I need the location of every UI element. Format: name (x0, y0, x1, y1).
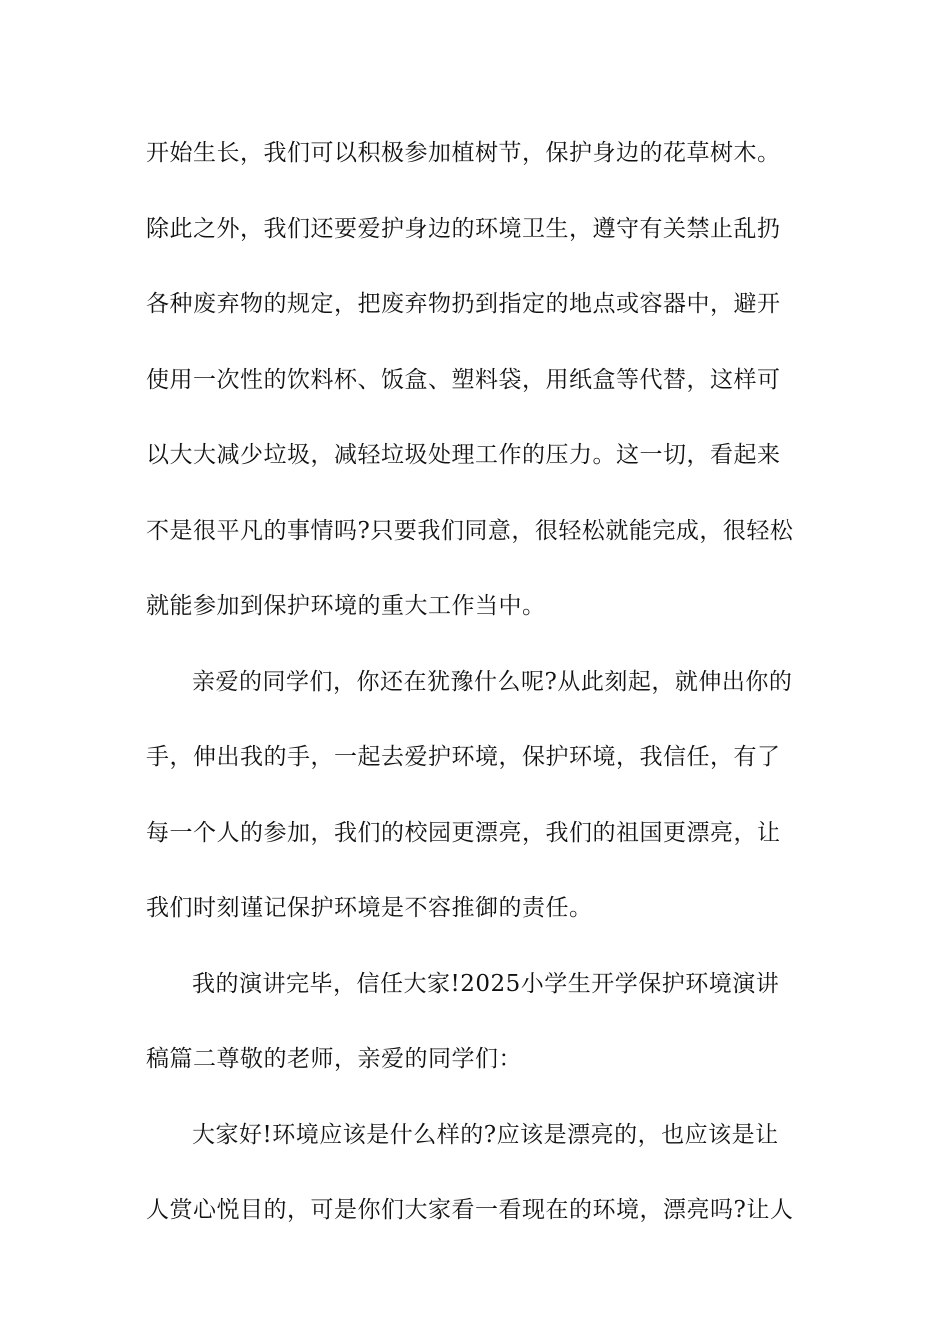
text-line: 开始生长，我们可以积极参加植树节，保护身边的花草树木。 (146, 140, 781, 166)
text-line: 不是很平凡的事情吗?只要我们同意，很轻松就能完成，很轻松 (146, 517, 794, 544)
text-line: 手，伸出我的手，一起去爱护环境，保护环境，我信任，有了 (146, 744, 781, 770)
text-line: 各种废弃物的规定，把废弃物扔到指定的地点或容器中，避开 (146, 291, 781, 317)
body-text (146, 130, 806, 1263)
text-line: 稿篇二尊敬的老师，亲爱的同学们： (146, 1046, 522, 1072)
paragraph-start-line: 我的演讲完毕，信任大家!2025小学生开学保护环境演讲 (192, 970, 780, 997)
text-line: 每一个人的参加，我们的校园更漂亮，我们的祖国更漂亮，让 (146, 819, 781, 846)
text-line: 使用一次性的饮料杯、饭盒、塑料袋，用纸盒等代替，这样可 (146, 366, 781, 393)
paragraph-start-line: 亲爱的同学们，你还在犹豫什么呢?从此刻起，就伸出你的 (192, 668, 793, 695)
text-line: 我们时刻谨记保护环境是不容推御的责任。 (146, 895, 593, 921)
text-line: 人赏心悦目的，可是你们大家看一看现在的环境，漂亮吗?让人 (146, 1197, 794, 1223)
text-line: 就能参加到保护环境的重大工作当中。 (146, 593, 546, 619)
paragraph-start-line: 大家好!环境应该是什么样的?应该是漂亮的，也应该是让 (192, 1121, 779, 1148)
text-line: 以大大减少垃圾，减轻垃圾处理工作的压力。这一切，看起来 (146, 442, 781, 468)
text-line: 除此之外，我们还要爱护身边的环境卫生，遵守有关禁止乱扔 (146, 215, 781, 242)
